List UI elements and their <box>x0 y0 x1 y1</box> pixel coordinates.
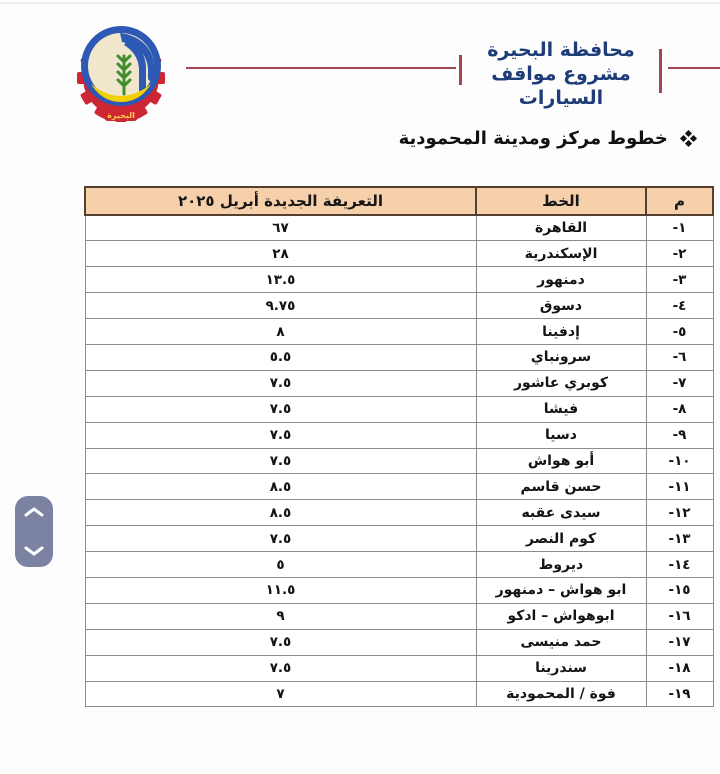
cell-line: القاهرة <box>476 215 646 241</box>
cell-tariff: ٧.٥ <box>85 370 476 396</box>
cell-line: أبو هواش <box>476 448 646 474</box>
table-row <box>85 577 713 603</box>
cell-line: الإسكندرية <box>476 241 646 267</box>
cell-num: ١٣- <box>646 526 713 552</box>
table-row <box>85 370 713 396</box>
cell-tariff: ٨.٥ <box>85 500 476 526</box>
cell-tariff: ٨.٥ <box>85 474 476 500</box>
cell-tariff: ٧.٥ <box>85 629 476 655</box>
cell-num: ٥- <box>646 319 713 345</box>
cell-tariff: ٥ <box>85 552 476 578</box>
cell-line: سيدى عقبه <box>476 500 646 526</box>
table-row <box>85 552 713 578</box>
cell-num: ١٤- <box>646 552 713 578</box>
logo-emblem-graphic <box>60 18 182 124</box>
cell-line: ابو هواش – دمنهور <box>476 577 646 603</box>
cell-tariff: ٢٨ <box>85 241 476 267</box>
table-row <box>85 603 713 629</box>
header-rule-right <box>668 67 720 69</box>
cell-tariff: ٨ <box>85 319 476 345</box>
cell-line: حسن قاسم <box>476 474 646 500</box>
header-divider-bar-right <box>659 49 662 93</box>
section-title-row <box>0 128 698 162</box>
table-row <box>85 293 713 319</box>
cell-line: سرونباي <box>476 344 646 370</box>
cell-line: إدفينا <box>476 319 646 345</box>
cell-num: ١١- <box>646 474 713 500</box>
cell-num: ١٠- <box>646 448 713 474</box>
table-row <box>85 241 713 267</box>
cell-tariff: ٦٧ <box>85 215 476 241</box>
table-row <box>85 655 713 681</box>
table-row <box>85 681 713 707</box>
cell-num: ٧- <box>646 370 713 396</box>
cell-tariff: ٧.٥ <box>85 655 476 681</box>
table-row <box>85 215 713 241</box>
chevron-down-icon <box>23 545 45 557</box>
column-header-tariff: التعريفة الجديدة أبريل ٢٠٢٥ <box>85 187 476 215</box>
table-row <box>85 629 713 655</box>
cell-num: ١- <box>646 215 713 241</box>
table-row <box>85 526 713 552</box>
cell-tariff: ٩ <box>85 603 476 629</box>
cell-line: سندرينا <box>476 655 646 681</box>
cell-num: ١٢- <box>646 500 713 526</box>
cell-line: حمد منيسى <box>476 629 646 655</box>
cell-tariff: ٧.٥ <box>85 448 476 474</box>
table-row <box>85 422 713 448</box>
cell-tariff: ٧ <box>85 681 476 707</box>
scroll-down-button[interactable] <box>21 544 47 558</box>
diamond-bullet-icon <box>681 131 696 146</box>
table-header-row <box>85 187 713 215</box>
cell-tariff: ٧.٥ <box>85 526 476 552</box>
cell-line: فيشا <box>476 396 646 422</box>
cell-tariff: ١١.٥ <box>85 577 476 603</box>
org-title: محافظة البحيرة <box>487 39 635 61</box>
chevron-up-icon <box>23 506 45 518</box>
logo-banner-text: البحيرة <box>107 111 135 120</box>
letterhead <box>0 0 720 125</box>
cell-line: ابوهواش – ادكو <box>476 603 646 629</box>
cell-num: ١٩- <box>646 681 713 707</box>
tariff-table <box>84 186 714 707</box>
cell-tariff: ٧.٥ <box>85 396 476 422</box>
table-row <box>85 267 713 293</box>
cell-line: دسوق <box>476 293 646 319</box>
cell-num: ٢- <box>646 241 713 267</box>
cell-num: ١٨- <box>646 655 713 681</box>
table-row <box>85 396 713 422</box>
header-divider-bar-left <box>459 55 462 85</box>
table-row <box>85 500 713 526</box>
cell-num: ٨- <box>646 396 713 422</box>
column-header-number: م <box>646 187 713 215</box>
cell-num: ٤- <box>646 293 713 319</box>
scroll-widget <box>15 496 53 567</box>
cell-num: ٩- <box>646 422 713 448</box>
table-row <box>85 448 713 474</box>
table-row <box>85 474 713 500</box>
cell-num: ١٧- <box>646 629 713 655</box>
cell-tariff: ٥.٥ <box>85 344 476 370</box>
cell-line: كوم النصر <box>476 526 646 552</box>
org-title-block <box>466 38 656 110</box>
cell-line: كوبري عاشور <box>476 370 646 396</box>
section-title: خطوط مركز ومدينة المحمودية <box>398 128 668 149</box>
org-subtitle: مشروع مواقف السيارات <box>491 63 631 109</box>
cell-num: ١٥- <box>646 577 713 603</box>
table-row <box>85 344 713 370</box>
cell-line: دمنهور <box>476 267 646 293</box>
cell-line: ديروط <box>476 552 646 578</box>
cell-num: ٣- <box>646 267 713 293</box>
cell-line: دسيا <box>476 422 646 448</box>
cell-tariff: ١٣.٥ <box>85 267 476 293</box>
table-row <box>85 319 713 345</box>
scroll-up-button[interactable] <box>21 505 47 519</box>
cell-tariff: ٩.٧٥ <box>85 293 476 319</box>
cell-tariff: ٧.٥ <box>85 422 476 448</box>
cell-num: ٦- <box>646 344 713 370</box>
beheira-governorate-logo <box>60 18 182 124</box>
table-body <box>85 215 713 707</box>
header-rule-left <box>186 67 456 69</box>
column-header-line: الخط <box>476 187 646 215</box>
cell-num: ١٦- <box>646 603 713 629</box>
cell-line: فوة / المحمودية <box>476 681 646 707</box>
